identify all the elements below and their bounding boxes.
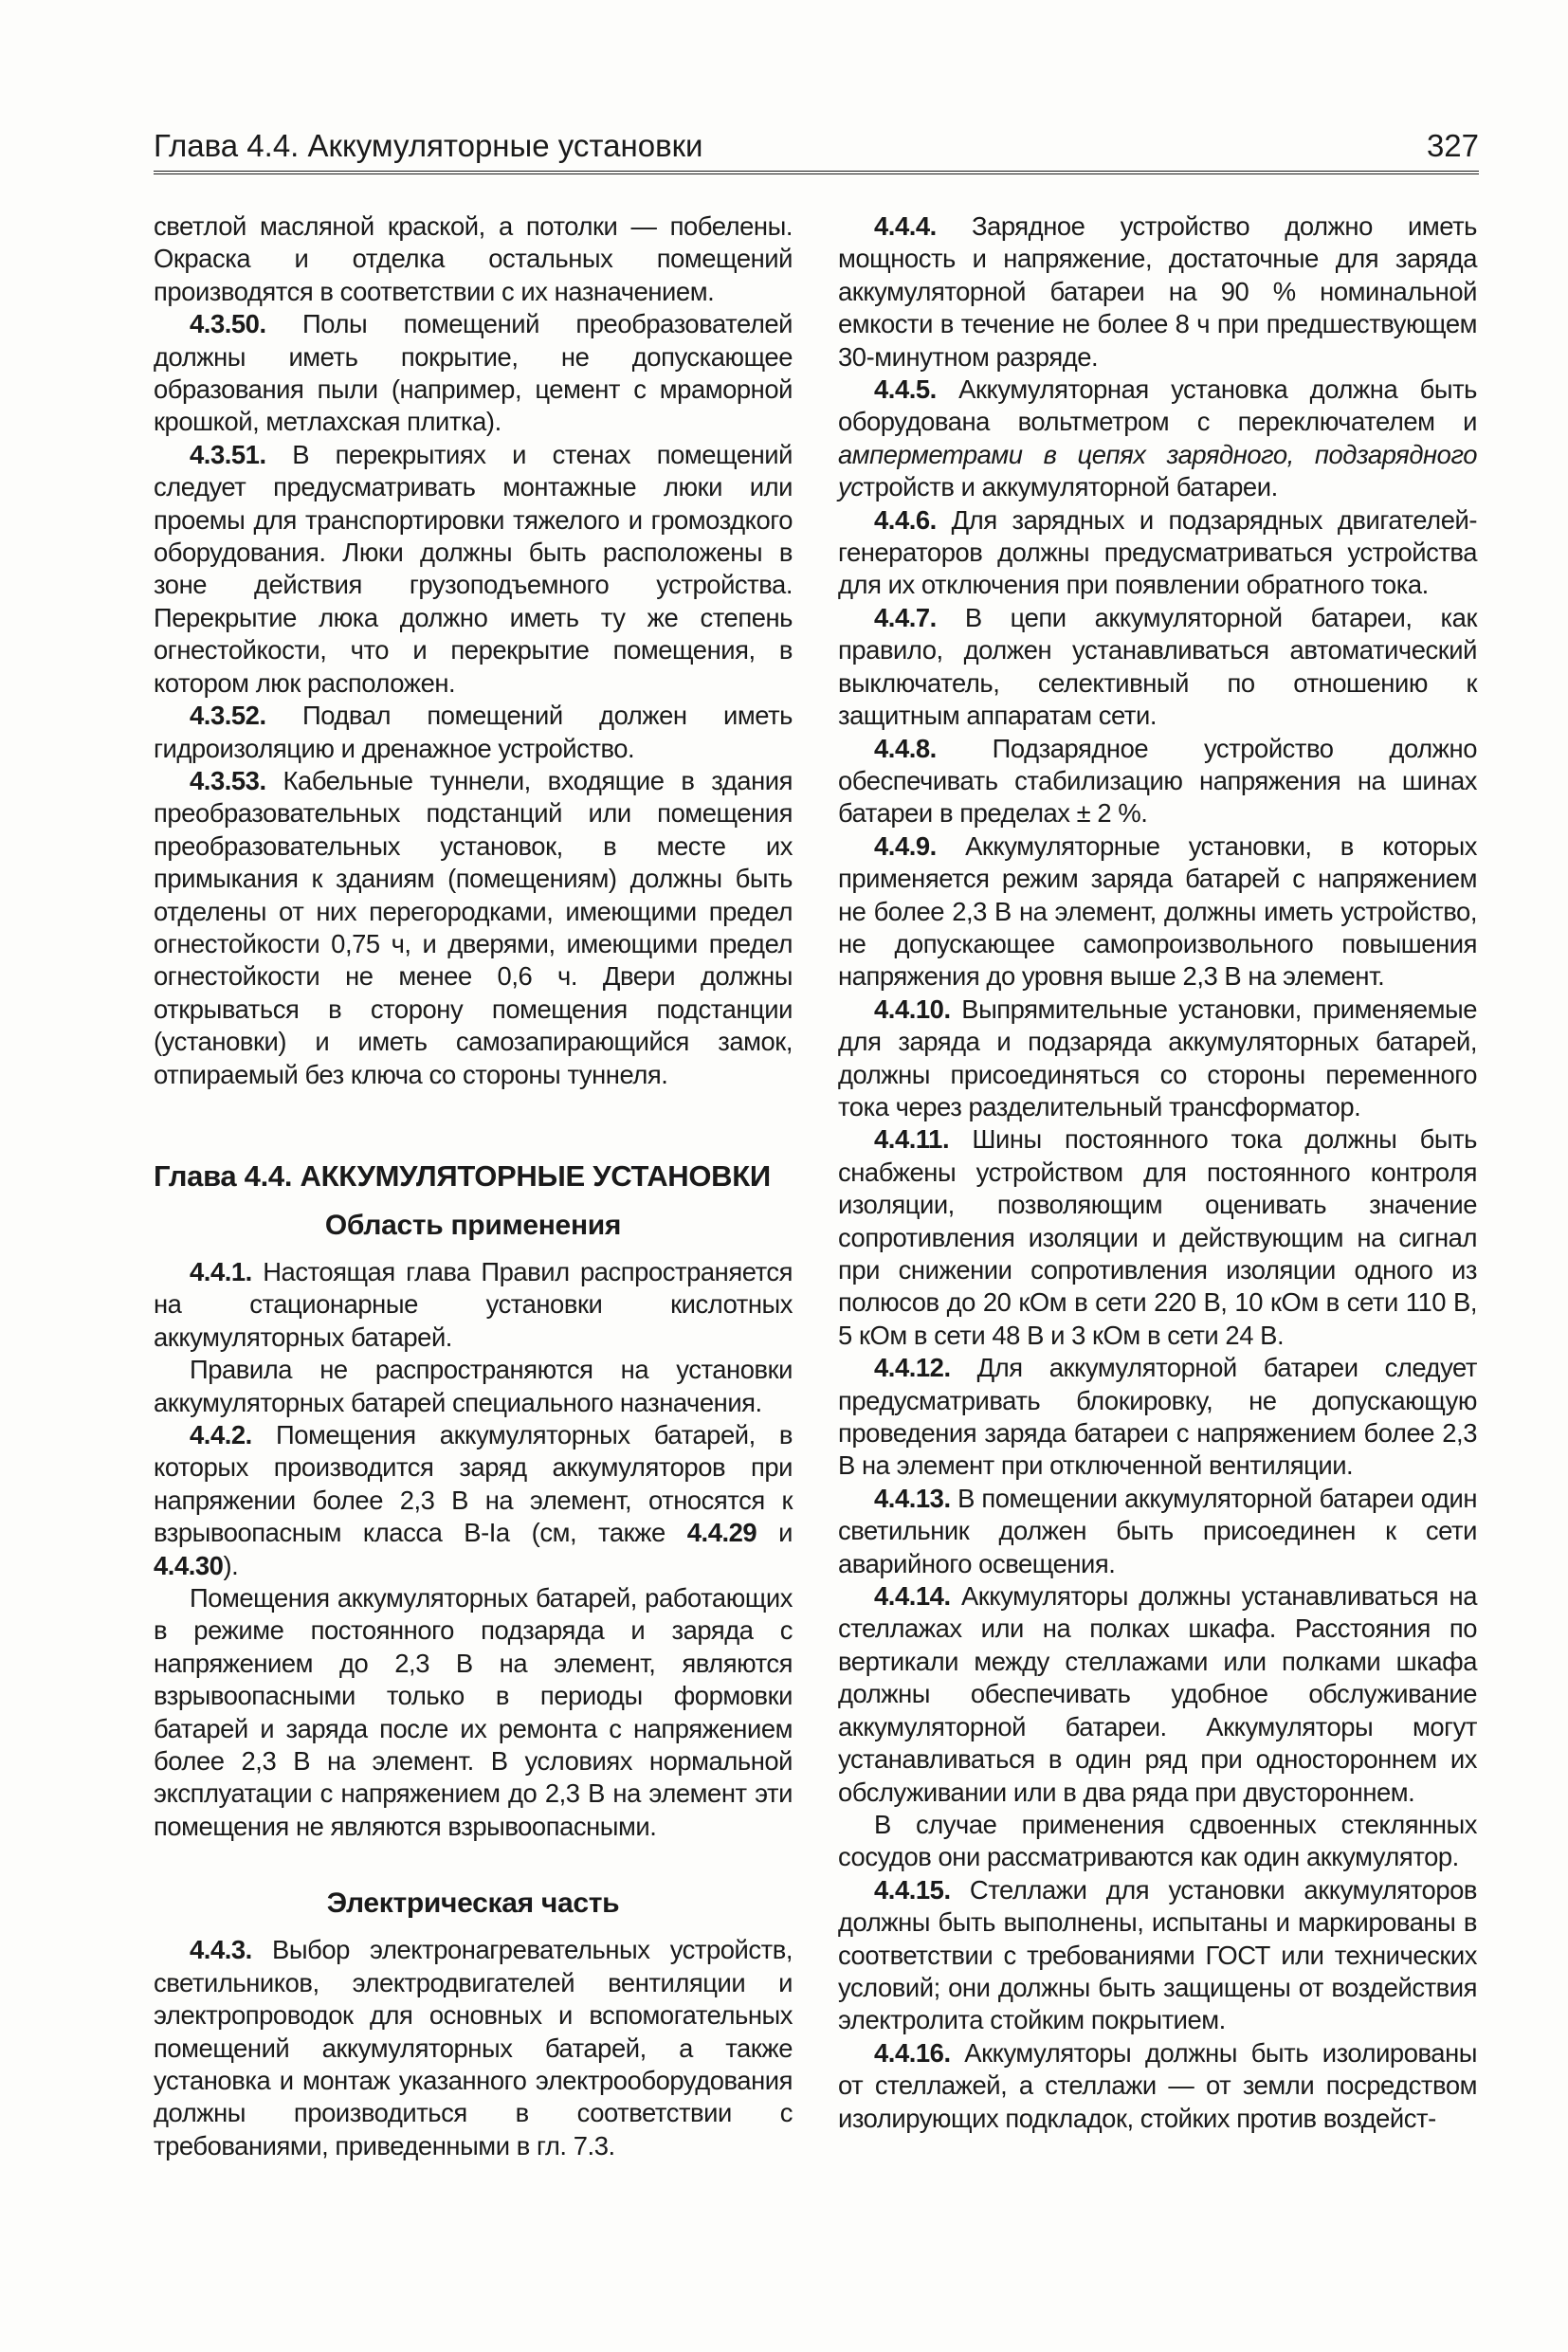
clause-number: 4.4.1. xyxy=(190,1256,252,1286)
clause-text: Аккумуляторы должны устанавливаться на стеллажах или на полках шкафа. Расстояния по вертикали между стеллажами или полками шкафа должны обеспечивать удобное обслуживание аккумуляторной батареи. Аккумуляторы могут устанавливаться в один ряд при одностороннем их обслуживании или в два ряда при двустороннем. xyxy=(838,1581,1477,1807)
clause-number: 4.4.9. xyxy=(874,830,937,861)
clause-text: ). xyxy=(223,1550,239,1580)
clause-4-4-16 xyxy=(838,2037,1477,2135)
clause-4-4-6 xyxy=(838,504,1477,602)
clause-number: 4.4.6. xyxy=(874,504,937,535)
clause-4-4-4 xyxy=(838,210,1477,374)
clause-text: Выбор электронагревательных устройств, светильников, электродвигателей вентиляции и электропроводок для основных и вспомогательных помещений аккумуляторных батарей, а также установка и монтаж указанного электрооборудования должны производиться в соответствии с требованиями, приведенными в гл. 7.3. xyxy=(154,1935,793,2161)
clause-text: тройств и аккумуляторной батареи. xyxy=(863,472,1278,502)
clause-text: Стеллажи для установки аккумуляторов должны быть выполнены, испытаны и маркированы в соответствии с требованиями ГОСТ или технических условий; они должны быть защищены от воздействия электролита стойким покрытием. xyxy=(838,1874,1477,2035)
clause-text: Настоящая глава Правил распространяется на стационарные установки кислотных аккумуляторных батарей. xyxy=(154,1256,793,1352)
clause-4-4-8 xyxy=(838,733,1477,830)
clause-text: Зарядное устройство должно иметь мощность и напряжение, достаточные для заряда аккумуляторной батареи на 90 % номинальной емкости в течение не более 8 ч при предшествующем 30-минутном разряде. xyxy=(838,211,1477,372)
clause-number: 4.3.52. xyxy=(190,701,266,731)
chapter-title: Глава 4.4. АККУМУЛЯТОРНЫЕ УСТАНОВКИ xyxy=(154,1158,771,1193)
paragraph-glass-vessels: В случае применения сдвоенных стеклянных сосудов они рассматриваются как один аккумулятор. xyxy=(838,1809,1477,1872)
clause-number: 4.3.50. xyxy=(190,309,266,339)
section-title-scope: Область применения xyxy=(324,1209,622,1241)
clause-4-4-11 xyxy=(838,1123,1477,1352)
clause-4-4-3 xyxy=(154,1934,793,2162)
clause-text: Для зарядных и подзарядных двигателей-генераторов должны предусматриваться устройства для их отключения при появлении обратного тока. xyxy=(838,504,1477,600)
clause-4-3-53 xyxy=(154,765,793,1091)
clause-text: Выпрямительные установки, применяемые для заряда и подзаряда аккумуляторных батарей, должны присоединяться со стороны переменного тока через разделительный трансформатор. xyxy=(838,994,1477,1121)
clause-number: 4.4.3. xyxy=(190,1935,252,1965)
clause-4-3-51 xyxy=(154,439,793,700)
clause-text: и xyxy=(757,1518,793,1548)
page-header xyxy=(154,129,1479,174)
clause-4-4-12 xyxy=(838,1352,1477,1483)
clause-number: 4.4.10. xyxy=(874,994,951,1024)
clause-number: 4.4.11. xyxy=(874,1124,950,1155)
clause-text: В перекрытиях и стенах помещений следует предусматривать монтажные люки или проемы для транспортировки тяжелого и громоздкого оборудования. Люки должны быть расположены в зоне действия грузоподъемного устройства. Перекрытие люка должно иметь ту же степень огнестойкости, что и перекрытие помещения, в котором люк расположен. xyxy=(154,439,793,698)
paragraph-rooms: Помещения аккумуляторных батарей, работающих в режиме постоянного подзаряда и заряда с напряжением до 2,3 В на элемент, являются взрывоопасными только в периоды формовки батарей и заряда после их ремонта с напряжением более 2,3 В на элемент. В условиях нормальной эксплуатации с напряжением до 2,3 В на элемент эти помещения не являются взрывоопасными. xyxy=(154,1583,793,1841)
right-column xyxy=(838,210,1477,2135)
clause-number: 4.4.4. xyxy=(874,211,937,241)
clause-4-4-2 xyxy=(154,1419,793,1582)
clause-text: Помещения аккумуляторных батарей, в которых производится заряд аккумуляторов при напряжении более 2,3 В на элемент, относятся к взрывоопасным класса В-Iа (см, также xyxy=(154,1420,793,1548)
clause-text: Подвал помещений должен иметь гидроизоляцию и дренажное устройство. xyxy=(154,701,793,763)
clause-text: Для аккумуляторной батареи следует предусматривать блокировку, не допускающую проведения заряда батареи с напряжением более 2,3 В на элемент при отключенной вентиляции. xyxy=(838,1353,1477,1481)
clause-number: 4.3.51. xyxy=(190,439,266,469)
clause-number: 4.4.12. xyxy=(874,1353,951,1383)
section-title-electrical: Электрическая часть xyxy=(326,1887,620,1920)
clause-text: Шины постоянного тока должны быть снабжены устройством для постоянного контроля изоляции, позволяющим оценивать значение сопротивления изоляции и действующим на сигнал при снижении сопротивления изоляции одного из полюсов до 20 кОм в сети 220 В, 10 кОм в сети 110 В, 5 кОм в сети 48 В и 3 кОм в сети 24 В. xyxy=(838,1124,1477,1350)
clause-number: 4.4.16. xyxy=(874,2037,951,2068)
clause-number: 4.4.7. xyxy=(874,602,937,632)
clause-4-4-7 xyxy=(838,602,1477,733)
clause-text: Подзарядное устройство должно обеспечивать стабилизацию напряжения на шинах батареи в пределах ± 2 %. xyxy=(838,733,1477,829)
clause-text: Аккумуляторные установки, в которых применяется режим заряда батарей с напряжением не более 2,3 В на элемент, должны иметь устройство, не допускающее самопроизвольного повышения напряжения до уровня выше 2,3 В на элемент. xyxy=(838,830,1477,992)
clause-ref: 4.4.29 xyxy=(686,1518,757,1548)
clause-text: В помещении аккумуляторной батареи один светильник должен быть присоединен к сети аварийного освещения. xyxy=(838,1483,1477,1578)
clause-text-italic: амперметрами в цепях зарядного, подзарядного ус xyxy=(838,439,1477,502)
clause-number: 4.3.53. xyxy=(190,765,266,795)
clause-4-4-9 xyxy=(838,830,1477,994)
clause-4-4-13 xyxy=(838,1483,1477,1580)
clause-number: 4.4.15. xyxy=(874,1874,951,1905)
paragraph-rules: Правила не распространяются на установки аккумуляторных батарей специального назначения. xyxy=(154,1355,793,1417)
clause-number: 4.4.2. xyxy=(190,1420,252,1449)
clause-ref: 4.4.30 xyxy=(154,1550,224,1580)
clause-text: Аккумуляторы должны быть изолированы от стеллажей, а стеллажи — от земли посредством изолирующих подкладок, стойких против воздейст- xyxy=(838,2037,1477,2133)
clause-4-4-14 xyxy=(838,1580,1477,1809)
left-column xyxy=(154,210,793,2162)
running-title: Глава 4.4. Аккумуляторные установки xyxy=(154,128,703,163)
clause-number: 4.4.5. xyxy=(874,374,937,405)
clause-number: 4.4.14. xyxy=(874,1581,951,1612)
clause-4-3-52 xyxy=(154,700,793,765)
clause-text: Аккумуляторная установка должна быть оборудована вольтметром с переключателем и xyxy=(838,374,1477,437)
clause-text: Полы помещений преобразователей должны иметь покрытие, не допускающее образования пыли (например, цемент с мраморной крошкой, метлахская плитка). xyxy=(154,309,793,437)
clause-4-3-50 xyxy=(154,308,793,439)
page-number: 327 xyxy=(1426,128,1479,163)
clause-4-4-15 xyxy=(838,1874,1477,2037)
clause-4-4-1 xyxy=(154,1256,793,1354)
clause-4-4-10 xyxy=(838,994,1477,1124)
clause-4-4-5 xyxy=(838,374,1477,504)
clause-number: 4.4.13. xyxy=(874,1483,951,1513)
clause-number: 4.4.8. xyxy=(874,733,937,763)
paragraph-continuation: светлой масляной краской, а потолки — побелены. Окраска и отделка остальных помещений производятся в соответствии с их назначением. xyxy=(154,211,793,306)
clause-text: Кабельные туннели, входящие в здания преобразовательных подстанций или помещения преобразовательных установок, в месте их примыкания к зданиям (помещениям) должны быть отделены от них перегородками, имеющими предел огнестойкости 0,75 ч, и дверями, имеющими предел огнестойкости не менее 0,6 ч. Двери должны открываться в сторону помещения подстанции (установки) и иметь самозапирающийся замок, отпираемый без ключа со стороны туннеля. xyxy=(154,765,793,1089)
clause-text: В цепи аккумуляторной батареи, как правило, должен устанавливаться автоматический выключатель, селективный по отношению к защитным аппаратам сети. xyxy=(838,602,1477,731)
